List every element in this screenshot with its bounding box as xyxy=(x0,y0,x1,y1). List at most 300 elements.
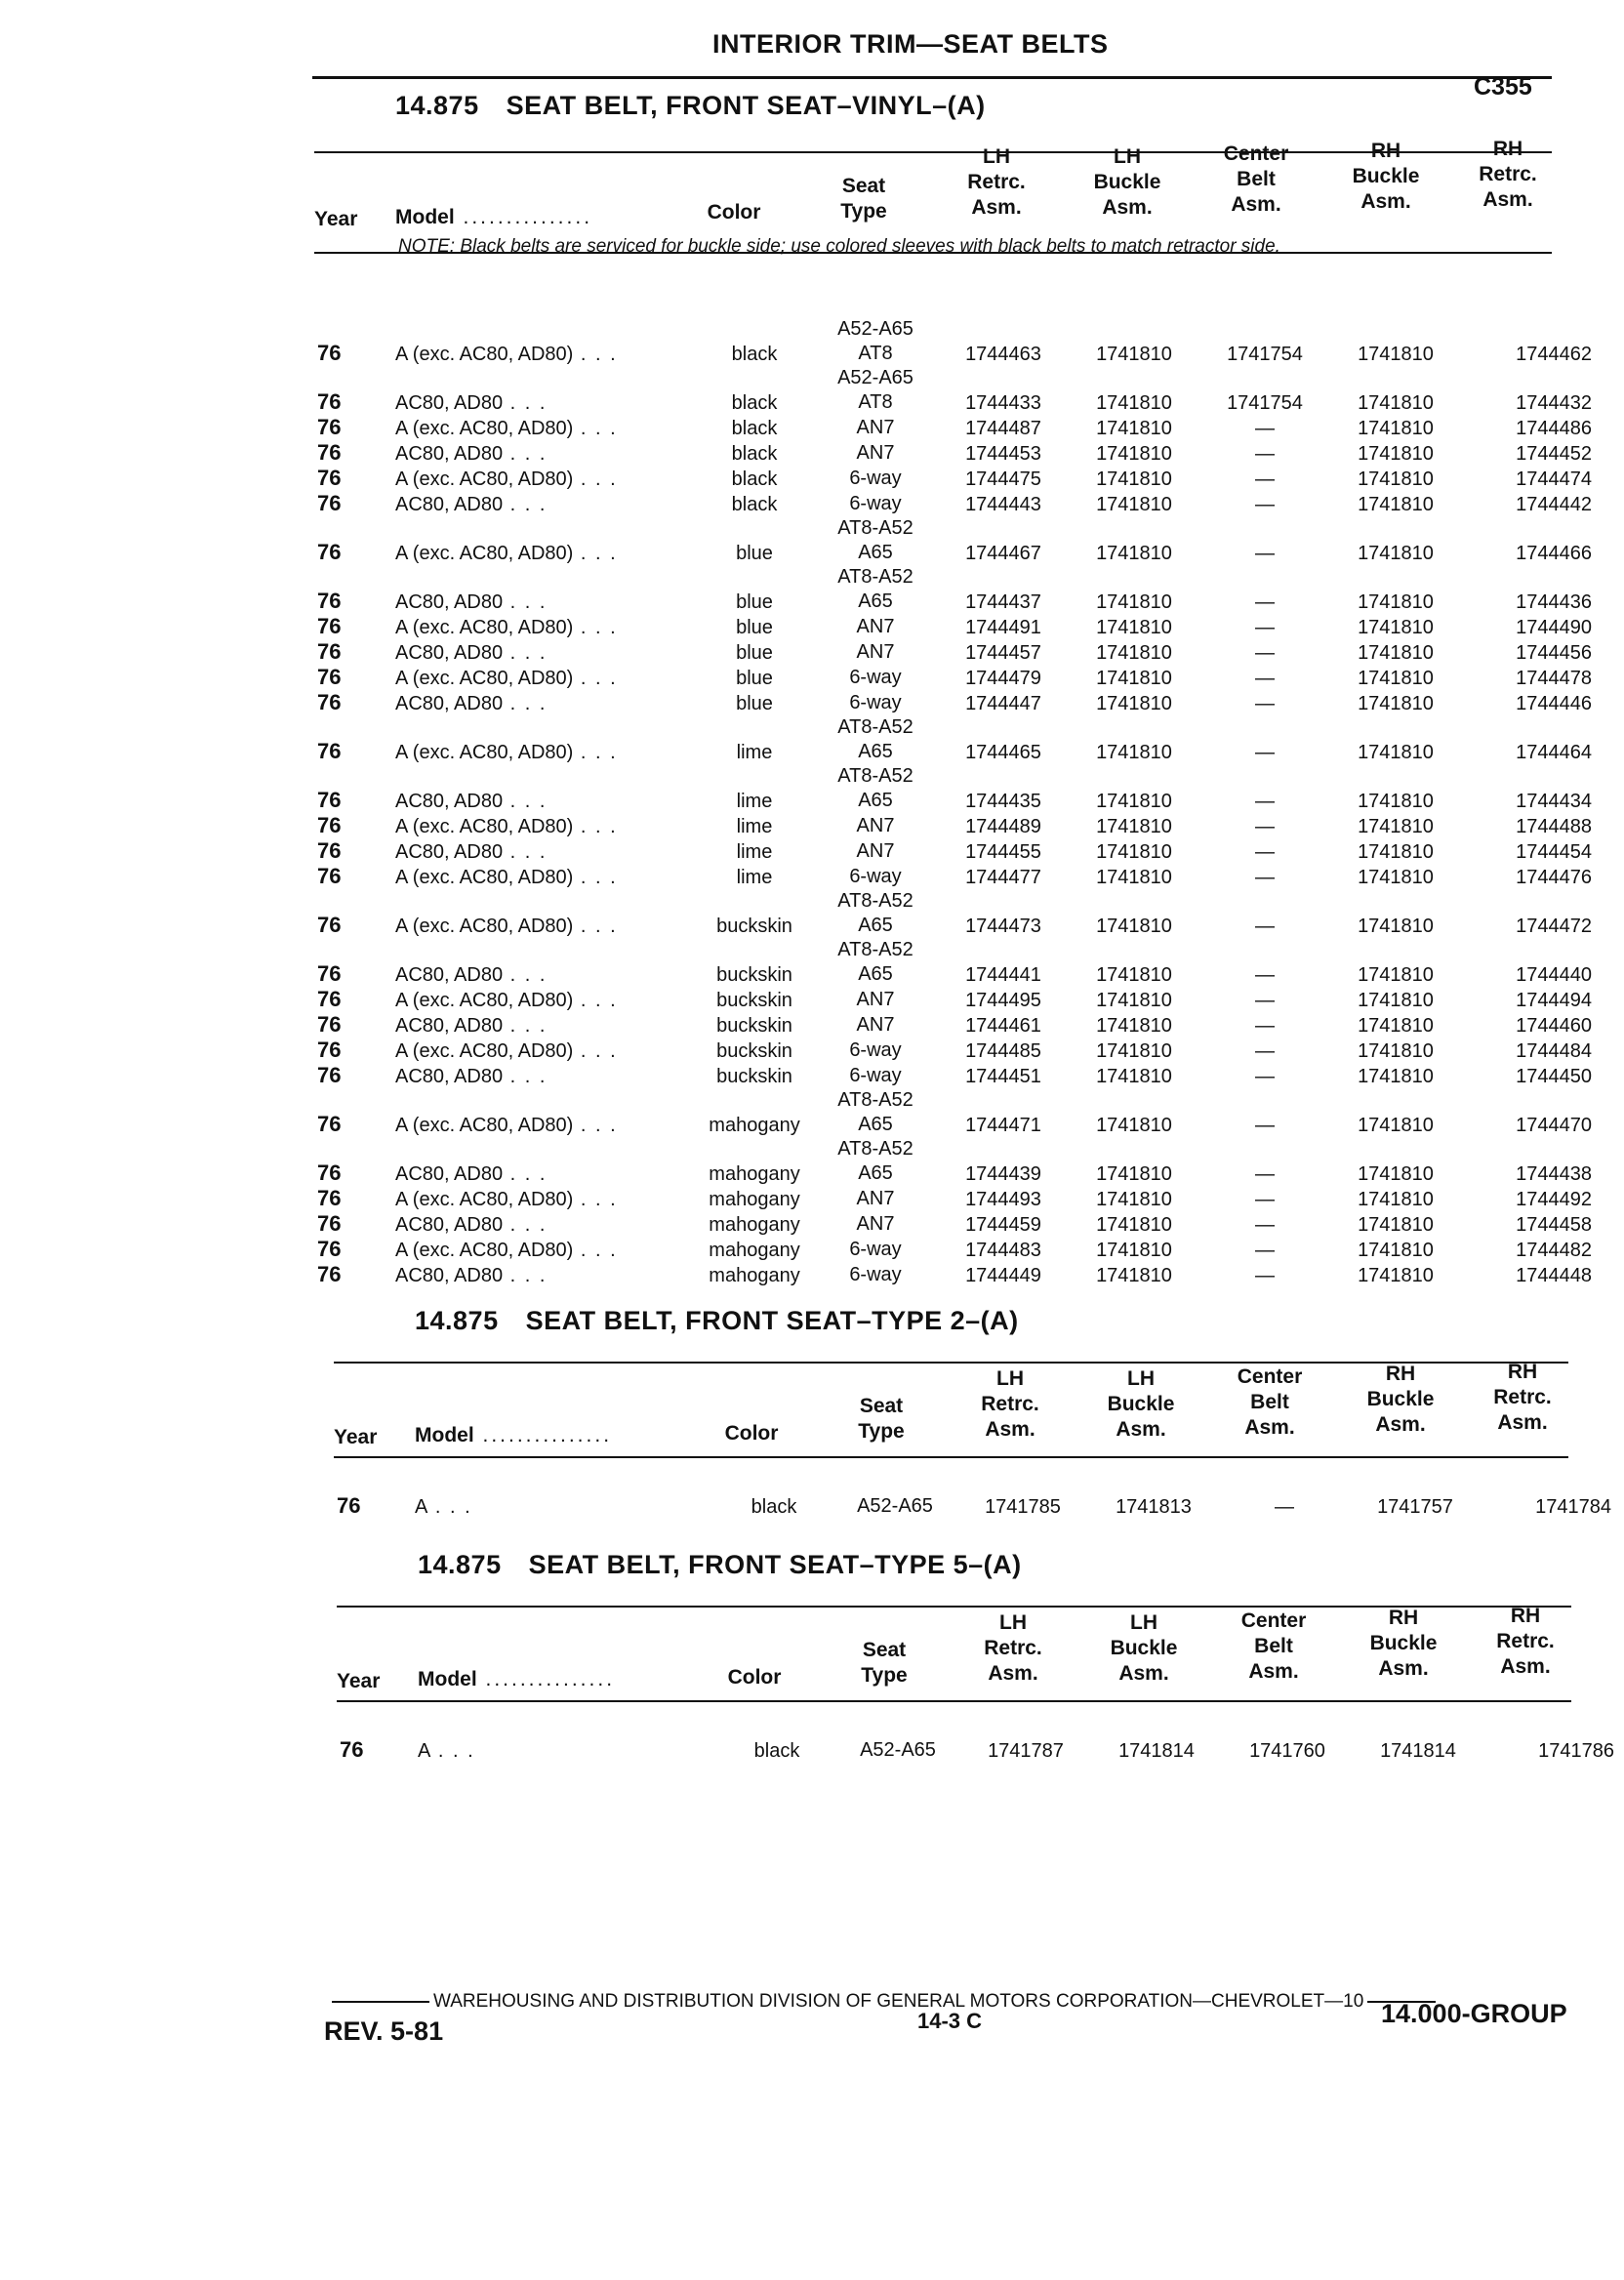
col-year-header: Year xyxy=(337,1670,381,1692)
model-cell: AC80, AD80 . . . xyxy=(395,1066,548,1087)
rh-buckle-cell: 1741810 xyxy=(1358,468,1434,490)
table-row xyxy=(317,614,1592,639)
rh-buckle-cell: 1741810 xyxy=(1358,443,1434,465)
col-color-header: Color xyxy=(727,1666,782,1689)
center-belt-cell: 1741754 xyxy=(1227,392,1303,414)
year-cell: 76 xyxy=(317,665,342,689)
col-seat-type-header: Seat Type xyxy=(861,1639,908,1687)
color-cell: blue xyxy=(736,617,773,638)
table-row xyxy=(317,665,1592,690)
year-cell: 76 xyxy=(317,1237,342,1261)
seat-type-cell: 6-way xyxy=(849,1264,902,1285)
model-cell: AC80, AD80 . . . xyxy=(395,494,548,515)
color-cell: blue xyxy=(736,668,773,689)
rh-retrc-cell: 1744478 xyxy=(1516,668,1592,689)
seat-type-cell: AT8-A52 A65 xyxy=(837,1138,914,1184)
lh-buckle-cell: 1741810 xyxy=(1096,990,1172,1011)
lh-buckle-cell: 1741810 xyxy=(1096,591,1172,613)
seat-type-cell: AN7 xyxy=(856,1014,895,1036)
lh-buckle-cell: 1741810 xyxy=(1096,867,1172,888)
center-belt-cell: — xyxy=(1255,964,1275,986)
col-center-header: Center Belt Asm. xyxy=(1237,1365,1303,1439)
seat-type-cell: 6-way xyxy=(849,1065,902,1086)
rh-buckle-cell: 1741810 xyxy=(1358,816,1434,837)
table-row xyxy=(317,1012,1592,1038)
table-row xyxy=(317,764,1592,813)
year-cell: 76 xyxy=(317,961,342,986)
color-cell: black xyxy=(731,494,778,515)
seat-type-cell: AT8-A52 A65 xyxy=(837,765,914,811)
table-row xyxy=(317,639,1592,665)
year-cell: 76 xyxy=(317,389,342,414)
lh-buckle-cell: 1741810 xyxy=(1096,964,1172,986)
col-model-header: Model ............... xyxy=(418,1668,616,1690)
table-row xyxy=(317,440,1592,466)
section3-table xyxy=(340,1737,1614,1763)
rh-retrc-cell: 1744452 xyxy=(1516,443,1592,465)
section1-name: SEAT BELT, FRONT SEAT–VINYL–(A) xyxy=(506,91,986,120)
model-cell: AC80, AD80 . . . xyxy=(395,642,548,664)
rh-buckle-cell: 1741810 xyxy=(1358,1115,1434,1136)
center-belt-cell: — xyxy=(1255,1163,1275,1185)
rh-buckle-cell: 1741810 xyxy=(1358,1163,1434,1185)
model-cell: AC80, AD80 . . . xyxy=(395,591,548,613)
center-belt-cell: — xyxy=(1255,418,1275,439)
table-row xyxy=(317,1237,1592,1262)
lh-retrc-cell: 1744459 xyxy=(965,1214,1041,1236)
year-cell: 76 xyxy=(317,739,342,763)
center-belt-cell: — xyxy=(1255,591,1275,613)
color-cell: buckskin xyxy=(716,964,792,986)
table-row xyxy=(317,1186,1592,1211)
model-cell: A (exc. AC80, AD80) . . . xyxy=(395,916,618,937)
lh-retrc-cell: 1741787 xyxy=(988,1740,1064,1762)
model-cell: AC80, AD80 . . . xyxy=(395,1214,548,1236)
rh-retrc-cell: 1744470 xyxy=(1516,1115,1592,1136)
col-seat-type-header: Seat Type xyxy=(858,1395,905,1443)
col-year-header: Year xyxy=(314,208,358,230)
rh-retrc-cell: 1744436 xyxy=(1516,591,1592,613)
rh-retrc-cell: 1744474 xyxy=(1516,468,1592,490)
footer-revision: REV. 5-81 xyxy=(324,2016,444,2046)
model-cell: AC80, AD80 . . . xyxy=(395,841,548,863)
table-row xyxy=(317,565,1592,614)
color-cell: black xyxy=(731,418,778,439)
color-cell: lime xyxy=(736,742,773,763)
model-cell: A (exc. AC80, AD80) . . . xyxy=(395,1240,618,1261)
rh-buckle-cell: 1741810 xyxy=(1358,642,1434,664)
center-belt-cell: 1741760 xyxy=(1249,1740,1325,1762)
color-cell: mahogany xyxy=(709,1163,800,1185)
lh-retrc-cell: 1744471 xyxy=(965,1115,1041,1136)
table-row xyxy=(317,1063,1592,1088)
color-cell: blue xyxy=(736,693,773,714)
col-center-header: Center Belt Asm. xyxy=(1223,142,1289,216)
center-belt-cell: — xyxy=(1255,668,1275,689)
lh-retrc-cell: 1744465 xyxy=(965,742,1041,763)
year-cell: 76 xyxy=(317,1160,342,1185)
table-row xyxy=(317,466,1592,491)
section2-number: 14.875 xyxy=(415,1306,499,1335)
table-row xyxy=(317,690,1592,715)
table-row xyxy=(317,1088,1592,1137)
lh-retrc-cell: 1744437 xyxy=(965,591,1041,613)
seat-type-cell: AN7 xyxy=(856,840,895,862)
seat-type-cell: AN7 xyxy=(856,616,895,637)
lh-buckle-cell: 1741810 xyxy=(1096,392,1172,414)
seat-type-cell: A52-A65 AT8 xyxy=(837,318,914,364)
year-cell: 76 xyxy=(317,440,342,465)
lh-buckle-cell: 1741810 xyxy=(1096,468,1172,490)
center-belt-cell: — xyxy=(1275,1496,1294,1518)
col-color-header: Color xyxy=(707,201,761,224)
color-cell: blue xyxy=(736,543,773,564)
color-cell: mahogany xyxy=(709,1265,800,1286)
seat-type-cell: 6-way xyxy=(849,1039,902,1061)
model-cell: A (exc. AC80, AD80) . . . xyxy=(395,867,618,888)
lh-retrc-cell: 1744491 xyxy=(965,617,1041,638)
rh-retrc-cell: 1744492 xyxy=(1516,1189,1592,1210)
color-cell: black xyxy=(731,392,778,414)
col-year-header: Year xyxy=(334,1426,378,1448)
year-cell: 76 xyxy=(317,1012,342,1037)
lh-retrc-cell: 1744473 xyxy=(965,916,1041,937)
model-cell: A (exc. AC80, AD80) . . . xyxy=(395,418,618,439)
center-belt-cell: — xyxy=(1255,494,1275,515)
table-row xyxy=(317,987,1592,1012)
lh-buckle-cell: 1741810 xyxy=(1096,443,1172,465)
model-cell: A (exc. AC80, AD80) . . . xyxy=(395,816,618,837)
col-center-header: Center Belt Asm. xyxy=(1240,1609,1307,1683)
year-cell: 76 xyxy=(317,415,342,439)
center-belt-cell: — xyxy=(1255,543,1275,564)
lh-buckle-cell: 1741810 xyxy=(1096,418,1172,439)
lh-retrc-cell: 1744479 xyxy=(965,668,1041,689)
footer-distribution: WAREHOUSING AND DISTRIBUTION DIVISION OF GENERAL MOTORS CORPORATION—CHEVROLET—10 xyxy=(332,1991,1436,2013)
lh-retrc-cell: 1744477 xyxy=(965,867,1041,888)
model-cell: A (exc. AC80, AD80) . . . xyxy=(395,617,618,638)
rh-retrc-cell: 1744438 xyxy=(1516,1163,1592,1185)
center-belt-cell: — xyxy=(1255,468,1275,490)
rh-buckle-cell: 1741810 xyxy=(1358,791,1434,812)
year-cell: 76 xyxy=(317,1186,342,1210)
seat-type-cell: AT8-A52 A65 xyxy=(837,716,914,762)
year-cell: 76 xyxy=(317,1038,342,1062)
col-lh-retrc-header: LH Retrc. Asm. xyxy=(981,1367,1039,1441)
lh-buckle-cell: 1741810 xyxy=(1096,1265,1172,1286)
seat-type-cell: AN7 xyxy=(856,989,895,1010)
table-row xyxy=(317,938,1592,987)
model-cell: A (exc. AC80, AD80) . . . xyxy=(395,1040,618,1062)
lh-buckle-cell: 1741810 xyxy=(1096,791,1172,812)
color-cell: blue xyxy=(736,642,773,664)
rh-buckle-cell: 1741810 xyxy=(1358,964,1434,986)
rh-buckle-cell: 1741810 xyxy=(1358,1240,1434,1261)
rh-retrc-cell: 1744456 xyxy=(1516,642,1592,664)
rh-buckle-cell: 1741810 xyxy=(1358,867,1434,888)
year-cell: 76 xyxy=(317,813,342,837)
lh-retrc-cell: 1744443 xyxy=(965,494,1041,515)
rh-buckle-cell: 1741810 xyxy=(1358,742,1434,763)
lh-buckle-cell: 1741810 xyxy=(1096,1040,1172,1062)
table-row xyxy=(337,1493,1611,1519)
seat-type-cell: AT8-A52 A65 xyxy=(837,517,914,563)
lh-retrc-cell: 1744461 xyxy=(965,1015,1041,1037)
rh-retrc-cell: 1744466 xyxy=(1516,543,1592,564)
lh-buckle-cell: 1741810 xyxy=(1096,841,1172,863)
seat-type-cell: AN7 xyxy=(856,1188,895,1209)
rh-retrc-cell: 1744440 xyxy=(1516,964,1592,986)
year-cell: 76 xyxy=(317,491,342,515)
rh-retrc-cell: 1744450 xyxy=(1516,1066,1592,1087)
rh-buckle-cell: 1741810 xyxy=(1358,418,1434,439)
col-model-header: Model ............... xyxy=(415,1424,613,1446)
rh-buckle-cell: 1741810 xyxy=(1358,617,1434,638)
model-cell: AC80, AD80 . . . xyxy=(395,1015,548,1037)
center-belt-cell: — xyxy=(1255,1115,1275,1136)
center-belt-cell: — xyxy=(1255,990,1275,1011)
rh-buckle-cell: 1741810 xyxy=(1358,344,1434,365)
rh-buckle-cell: 1741810 xyxy=(1358,916,1434,937)
lh-retrc-cell: 1744487 xyxy=(965,418,1041,439)
year-cell: 76 xyxy=(317,1112,342,1136)
table-row xyxy=(317,415,1592,440)
rh-buckle-cell: 1741810 xyxy=(1358,1015,1434,1037)
model-cell: A (exc. AC80, AD80) . . . xyxy=(395,543,618,564)
seat-type-cell: A52-A65 AT8 xyxy=(837,367,914,413)
lh-buckle-cell: 1741810 xyxy=(1096,693,1172,714)
rh-retrc-cell: 1744464 xyxy=(1516,742,1592,763)
seat-type-cell: A52-A65 xyxy=(857,1495,933,1517)
section3-number: 14.875 xyxy=(418,1550,502,1579)
rh-buckle-cell: 1741810 xyxy=(1358,668,1434,689)
lh-retrc-cell: 1744455 xyxy=(965,841,1041,863)
year-cell: 76 xyxy=(317,466,342,490)
model-cell: A (exc. AC80, AD80) . . . xyxy=(395,1189,618,1210)
year-cell: 76 xyxy=(317,1063,342,1087)
table-row xyxy=(317,864,1592,889)
lh-retrc-cell: 1744433 xyxy=(965,392,1041,414)
rh-retrc-cell: 1744476 xyxy=(1516,867,1592,888)
lh-retrc-cell: 1744489 xyxy=(965,816,1041,837)
color-cell: buckskin xyxy=(716,1015,792,1037)
table-row xyxy=(340,1737,1614,1763)
section1-number: 14.875 xyxy=(395,91,479,120)
model-cell: A (exc. AC80, AD80) . . . xyxy=(395,742,618,763)
model-cell: AC80, AD80 . . . xyxy=(395,964,548,986)
footer-page-number: 14-3 C xyxy=(917,2009,983,2033)
center-belt-cell: — xyxy=(1255,791,1275,812)
lh-buckle-cell: 1741810 xyxy=(1096,1214,1172,1236)
year-cell: 76 xyxy=(317,1211,342,1236)
table-row xyxy=(317,813,1592,838)
rh-retrc-cell: 1744432 xyxy=(1516,392,1592,414)
lh-retrc-cell: 1744475 xyxy=(965,468,1041,490)
rh-retrc-cell: 1741786 xyxy=(1538,1740,1614,1762)
seat-type-cell: AN7 xyxy=(856,815,895,836)
center-belt-cell: — xyxy=(1255,1015,1275,1037)
seat-type-cell: 6-way xyxy=(849,667,902,688)
rh-retrc-cell: 1744454 xyxy=(1516,841,1592,863)
page-code: C355 xyxy=(1474,73,1532,101)
color-cell: lime xyxy=(736,791,773,812)
section3-title xyxy=(418,1550,1022,1580)
model-cell: A . . . xyxy=(415,1496,472,1518)
seat-type-cell: AT8-A52 A65 xyxy=(837,1089,914,1135)
rh-retrc-cell: 1744434 xyxy=(1516,791,1592,812)
col-lh-retrc-header: LH Retrc. Asm. xyxy=(967,145,1026,219)
lh-retrc-cell: 1744483 xyxy=(965,1240,1041,1261)
seat-type-cell: AT8-A52 A65 xyxy=(837,939,914,985)
year-cell: 76 xyxy=(340,1737,364,1762)
center-belt-cell: 1741754 xyxy=(1227,344,1303,365)
seat-type-cell: AT8-A52 A65 xyxy=(837,566,914,612)
page-header-title: INTERIOR TRIM—SEAT BELTS xyxy=(712,29,1109,59)
rh-buckle-cell: 1741810 xyxy=(1358,494,1434,515)
section2-name: SEAT BELT, FRONT SEAT–TYPE 2–(A) xyxy=(525,1306,1019,1335)
section3-header-rule xyxy=(337,1700,1571,1702)
table-row xyxy=(317,491,1592,516)
col-lh-buckle-header: LH Buckle Asm. xyxy=(1093,145,1161,219)
rh-buckle-cell: 1741810 xyxy=(1358,693,1434,714)
col-rh-buckle-header: RH Buckle Asm. xyxy=(1352,140,1420,213)
year-cell: 76 xyxy=(337,1493,361,1518)
rh-retrc-cell: 1744484 xyxy=(1516,1040,1592,1062)
footer-group: 14.000-GROUP xyxy=(1381,1999,1567,2028)
color-cell: buckskin xyxy=(716,916,792,937)
lh-retrc-cell: 1744453 xyxy=(965,443,1041,465)
model-cell: A (exc. AC80, AD80) . . . xyxy=(395,990,618,1011)
table-row xyxy=(317,838,1592,864)
col-seat-type-header: Seat Type xyxy=(840,175,887,223)
center-belt-cell: — xyxy=(1255,867,1275,888)
model-cell: AC80, AD80 . . . xyxy=(395,791,548,812)
col-rh-buckle-header: RH Buckle Asm. xyxy=(1366,1363,1435,1436)
rh-retrc-cell: 1744442 xyxy=(1516,494,1592,515)
year-cell: 76 xyxy=(317,341,342,365)
year-cell: 76 xyxy=(317,788,342,812)
seat-type-cell: 6-way xyxy=(849,493,902,514)
year-cell: 76 xyxy=(317,1262,342,1286)
col-lh-buckle-header: LH Buckle Asm. xyxy=(1110,1611,1178,1685)
section1-title xyxy=(395,91,986,121)
center-belt-cell: — xyxy=(1255,1265,1275,1286)
lh-buckle-cell: 1741810 xyxy=(1096,494,1172,515)
color-cell: buckskin xyxy=(716,1040,792,1062)
section2-header-rule xyxy=(334,1456,1568,1458)
rh-retrc-cell: 1744494 xyxy=(1516,990,1592,1011)
model-cell: A (exc. AC80, AD80) . . . xyxy=(395,668,618,689)
lh-retrc-cell: 1741785 xyxy=(985,1496,1061,1518)
color-cell: lime xyxy=(736,841,773,863)
lh-buckle-cell: 1741810 xyxy=(1096,916,1172,937)
lh-buckle-cell: 1741810 xyxy=(1096,742,1172,763)
color-cell: lime xyxy=(736,867,773,888)
center-belt-cell: — xyxy=(1255,1214,1275,1236)
table-row xyxy=(317,516,1592,565)
lh-retrc-cell: 1744463 xyxy=(965,344,1041,365)
col-lh-retrc-header: LH Retrc. Asm. xyxy=(984,1611,1042,1685)
col-lh-buckle-header: LH Buckle Asm. xyxy=(1107,1367,1175,1441)
col-rh-buckle-header: RH Buckle Asm. xyxy=(1369,1607,1438,1680)
year-cell: 76 xyxy=(317,639,342,664)
model-cell: A (exc. AC80, AD80) . . . xyxy=(395,468,618,490)
section2-title xyxy=(415,1306,1019,1336)
lh-buckle-cell: 1741810 xyxy=(1096,1115,1172,1136)
model-cell: A . . . xyxy=(418,1740,475,1762)
section1-note: NOTE: Black belts are serviced for buckle side; use colored sleeves with black belts to match retractor side. xyxy=(398,236,1280,257)
year-cell: 76 xyxy=(317,614,342,638)
lh-buckle-cell: 1741810 xyxy=(1096,617,1172,638)
center-belt-cell: — xyxy=(1255,693,1275,714)
lh-retrc-cell: 1744449 xyxy=(965,1265,1041,1286)
lh-buckle-cell: 1741810 xyxy=(1096,1240,1172,1261)
model-cell: A (exc. AC80, AD80) . . . xyxy=(395,1115,618,1136)
center-belt-cell: — xyxy=(1255,1189,1275,1210)
lh-buckle-cell: 1741810 xyxy=(1096,1066,1172,1087)
year-cell: 76 xyxy=(317,913,342,937)
year-cell: 76 xyxy=(317,540,342,564)
rh-buckle-cell: 1741810 xyxy=(1358,543,1434,564)
rh-buckle-cell: 1741810 xyxy=(1358,1214,1434,1236)
seat-type-cell: 6-way xyxy=(849,1239,902,1260)
lh-retrc-cell: 1744493 xyxy=(965,1189,1041,1210)
section3-name: SEAT BELT, FRONT SEAT–TYPE 5–(A) xyxy=(528,1550,1022,1579)
year-cell: 76 xyxy=(317,690,342,714)
seat-type-cell: AN7 xyxy=(856,442,895,464)
lh-buckle-cell: 1741813 xyxy=(1116,1496,1192,1518)
center-belt-cell: — xyxy=(1255,1240,1275,1261)
col-model-header: Model ............... xyxy=(395,206,593,228)
seat-type-cell: A52-A65 xyxy=(860,1739,936,1761)
color-cell: blue xyxy=(736,591,773,613)
table-row xyxy=(317,1211,1592,1237)
lh-retrc-cell: 1744451 xyxy=(965,1066,1041,1087)
rh-retrc-cell: 1744458 xyxy=(1516,1214,1592,1236)
lh-buckle-cell: 1741810 xyxy=(1096,1163,1172,1185)
color-cell: mahogany xyxy=(709,1240,800,1261)
rh-retrc-cell: 1744490 xyxy=(1516,617,1592,638)
rh-buckle-cell: 1741810 xyxy=(1358,591,1434,613)
center-belt-cell: — xyxy=(1255,617,1275,638)
lh-buckle-cell: 1741810 xyxy=(1096,1189,1172,1210)
color-cell: buckskin xyxy=(716,1066,792,1087)
rh-buckle-cell: 1741810 xyxy=(1358,392,1434,414)
year-cell: 76 xyxy=(317,838,342,863)
model-cell: A (exc. AC80, AD80) . . . xyxy=(395,344,618,365)
rh-buckle-cell: 1741810 xyxy=(1358,1040,1434,1062)
col-color-header: Color xyxy=(724,1422,779,1445)
lh-retrc-cell: 1744447 xyxy=(965,693,1041,714)
rh-retrc-cell: 1744488 xyxy=(1516,816,1592,837)
rh-retrc-cell: 1744446 xyxy=(1516,693,1592,714)
lh-buckle-cell: 1741810 xyxy=(1096,543,1172,564)
rh-retrc-cell: 1744472 xyxy=(1516,916,1592,937)
rh-retrc-cell: 1744486 xyxy=(1516,418,1592,439)
lh-retrc-cell: 1744439 xyxy=(965,1163,1041,1185)
seat-type-cell: 6-way xyxy=(849,468,902,489)
seat-type-cell: AN7 xyxy=(856,641,895,663)
color-cell: lime xyxy=(736,816,773,837)
seat-type-cell: AT8-A52 A65 xyxy=(837,890,914,936)
color-cell: mahogany xyxy=(709,1115,800,1136)
table-row xyxy=(317,1137,1592,1186)
table-row xyxy=(317,317,1592,366)
table-row xyxy=(317,1038,1592,1063)
seat-type-cell: AN7 xyxy=(856,417,895,438)
header-rule xyxy=(312,76,1552,79)
year-cell: 76 xyxy=(317,589,342,613)
